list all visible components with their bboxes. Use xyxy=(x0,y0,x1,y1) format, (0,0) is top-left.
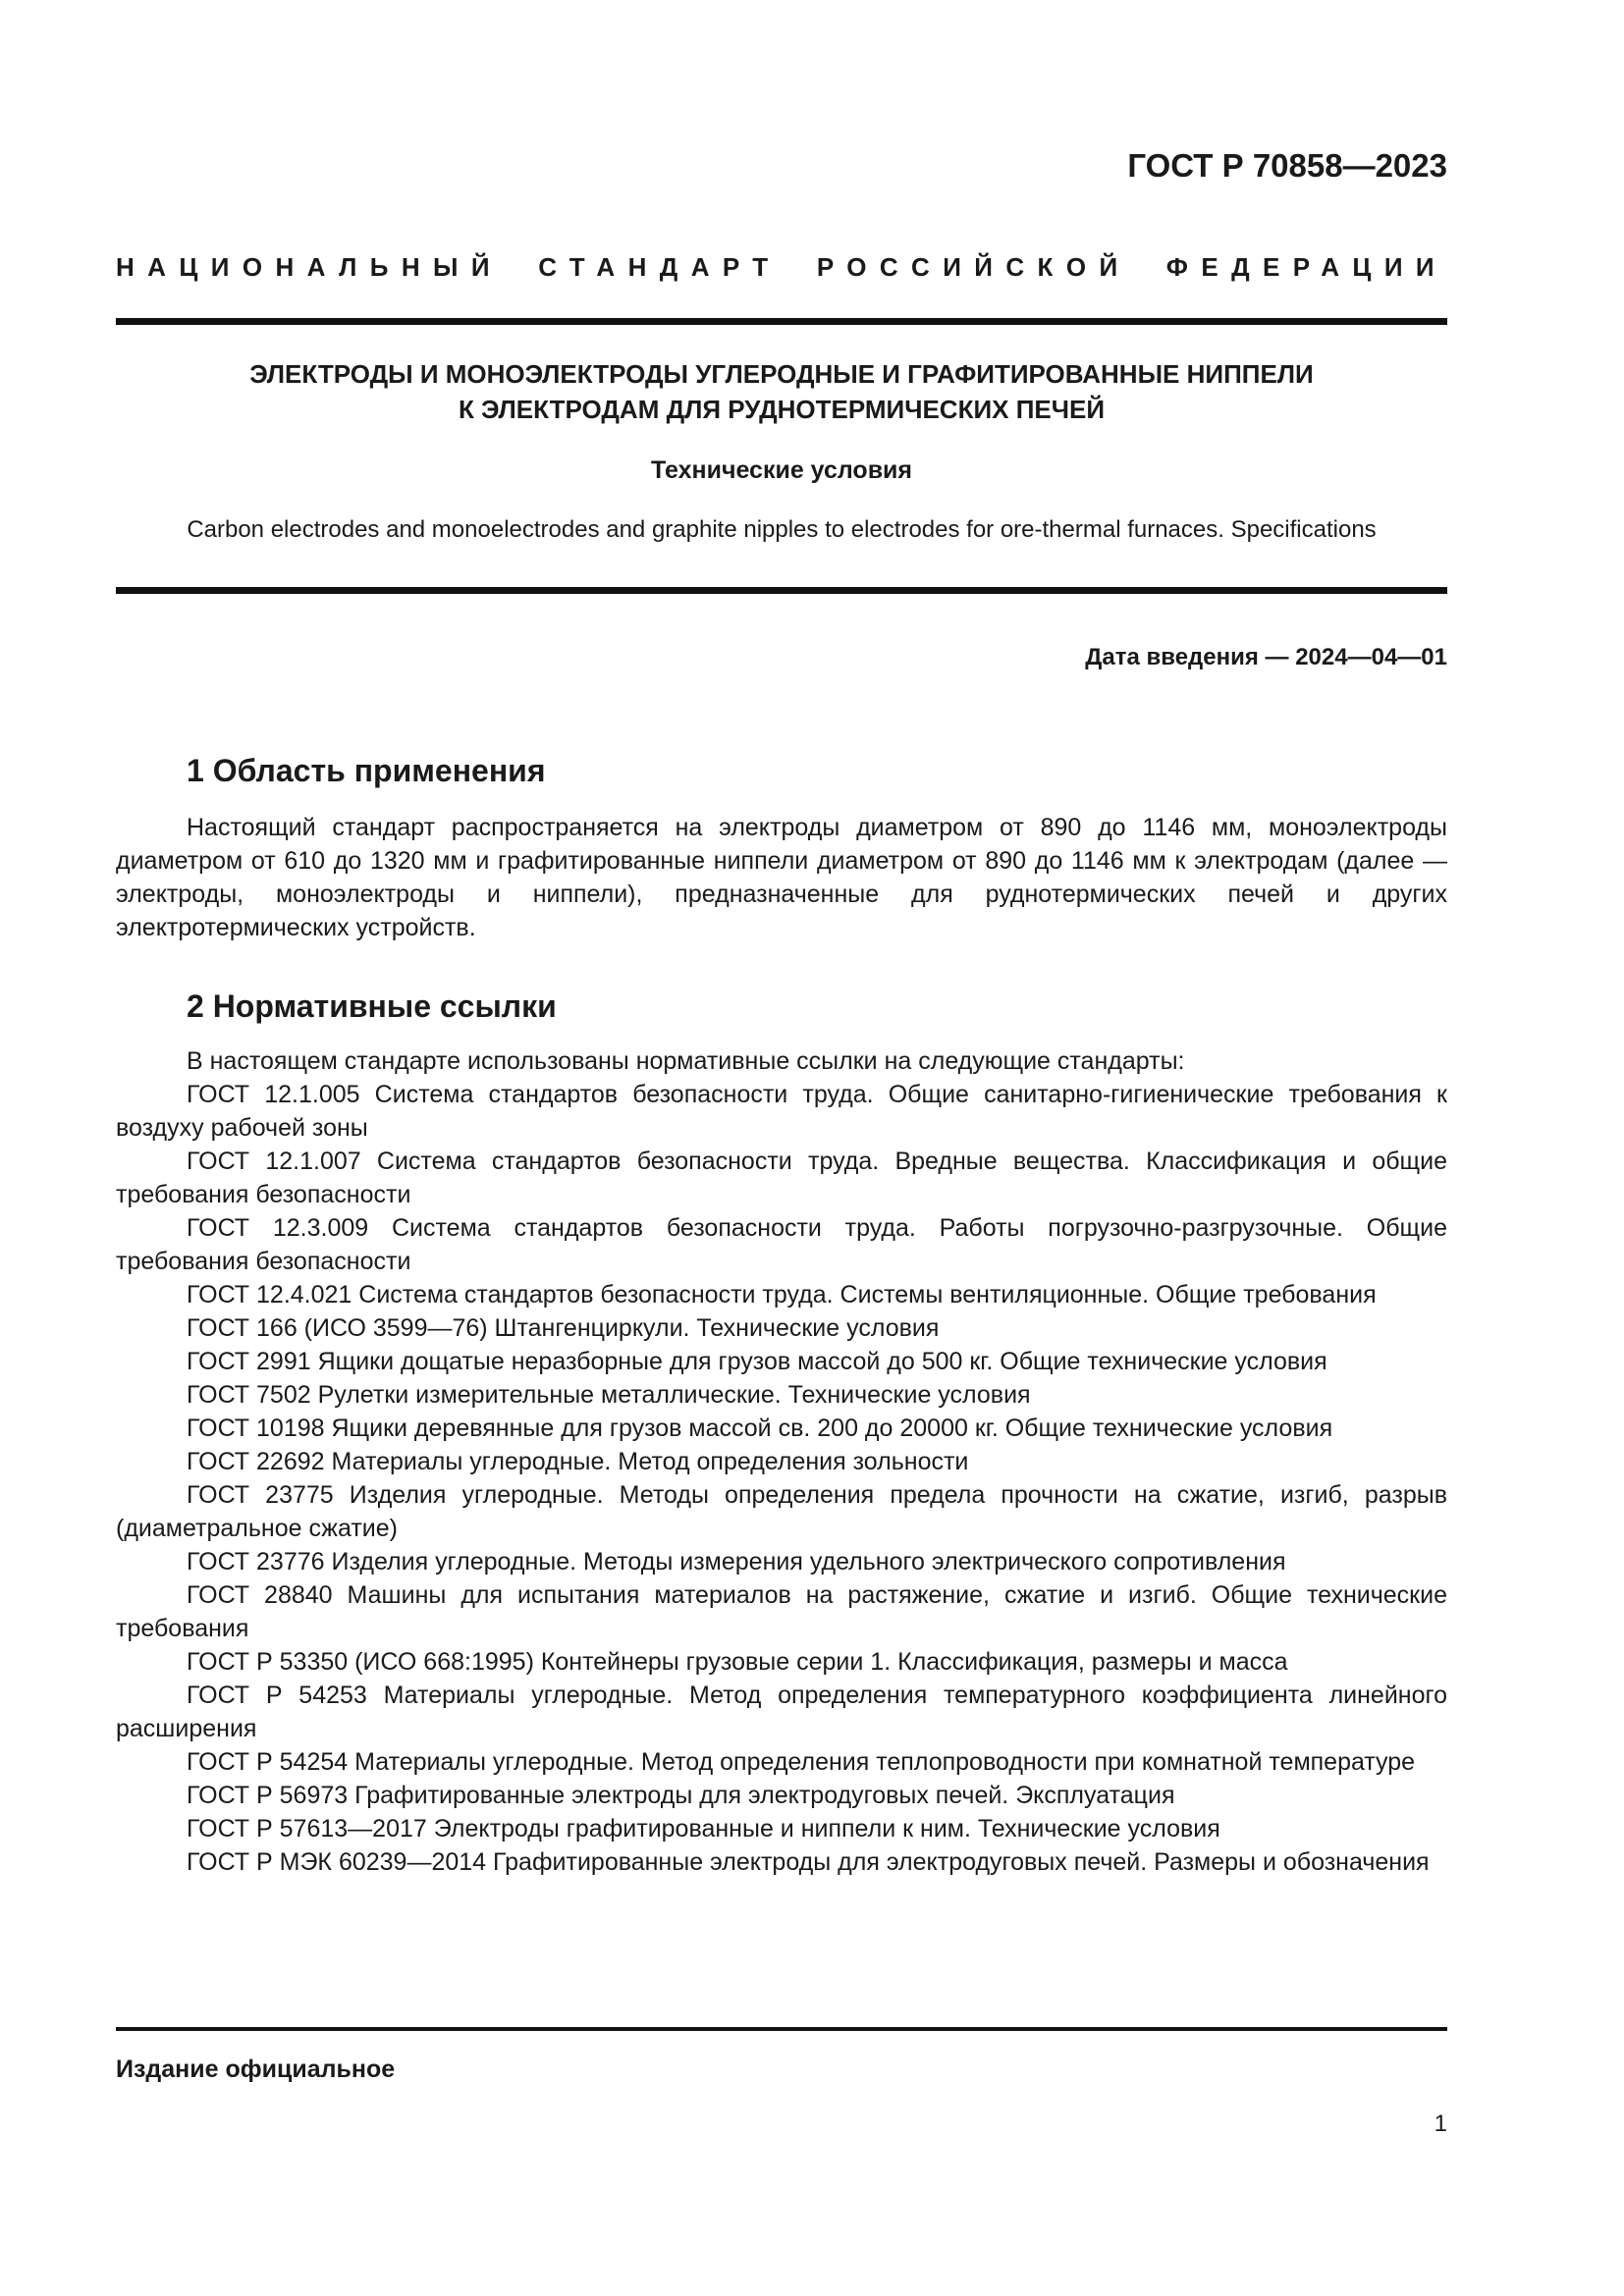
title-line-2: К ЭЛЕКТРОДАМ ДЛЯ РУДНОТЕРМИЧЕСКИХ ПЕЧЕЙ xyxy=(458,395,1106,424)
paragraph: В настоящем стандарте использованы нормативные ссылки на следующие стандарты: xyxy=(187,1047,1185,1075)
section-scope-body xyxy=(116,811,1447,944)
section-references-body xyxy=(116,1044,1447,1879)
reference-item: ГОСТ 12.3.009 Система стандартов безопасности труда. Работы погрузочно-разгрузочные. Общие требования безопасности xyxy=(116,1214,1447,1275)
reference-item: ГОСТ 28840 Машины для испытания материалов на растяжение, сжатие и изгиб. Общие технические требования xyxy=(116,1581,1447,1642)
title-line-1: ЭЛЕКТРОДЫ И МОНОЭЛЕКТРОДЫ УГЛЕРОДНЫЕ И ГРАФИТИРОВАННЫЕ НИППЕЛИ xyxy=(249,359,1314,389)
reference-item: ГОСТ 166 (ИСО 3599—76) Штангенциркули. Технические условия xyxy=(187,1314,940,1342)
english-title: Carbon electrodes and monoelectrodes and graphite nipples to electrodes for ore-thermal furnaces. Specifications xyxy=(187,516,1377,543)
top-divider xyxy=(116,318,1447,325)
reference-item: ГОСТ Р 56973 Графитированные электроды для электродуговых печей. Эксплуатация xyxy=(187,1782,1175,1809)
reference-item: ГОСТ 12.4.021 Система стандартов безопасности труда. Системы вентиляционные. Общие требования xyxy=(187,1281,1377,1308)
reference-item: ГОСТ 12.1.007 Система стандартов безопасности труда. Вредные вещества. Классификация и общие требования безопасности xyxy=(116,1148,1447,1208)
reference-item: ГОСТ 23776 Изделия углеродные. Методы измерения удельного электрического сопротивления xyxy=(187,1548,1286,1575)
reference-item: ГОСТ 12.1.005 Система стандартов безопасности труда. Общие санитарно-гигиенические требования к воздуху рабочей зоны xyxy=(116,1081,1447,1142)
reference-item: ГОСТ 22692 Материалы углеродные. Метод определения зольности xyxy=(187,1448,969,1475)
gost-number: ГОСТ Р 70858—2023 xyxy=(1127,147,1447,184)
national-standard-header: НАЦИОНАЛЬНЫЙ СТАНДАРТ РОССИЙСКОЙ ФЕДЕРАЦИИ xyxy=(116,252,1447,282)
title-divider xyxy=(116,587,1447,594)
document-title xyxy=(116,356,1447,427)
reference-item: ГОСТ 23775 Изделия углеродные. Методы определения предела прочности на сжатие, изгиб, разрыв (диаметральное сжатие) xyxy=(116,1481,1447,1542)
reference-item: ГОСТ 7502 Рулетки измерительные металлические. Технические условия xyxy=(187,1381,1031,1409)
document-subtitle: Технические условия xyxy=(650,456,913,484)
section-heading-references: 2 Нормативные ссылки xyxy=(187,988,557,1024)
reference-item: ГОСТ Р МЭК 60239—2014 Графитированные электроды для электродуговых печей. Размеры и обозначения xyxy=(187,1848,1430,1876)
reference-item: ГОСТ Р 53350 (ИСО 668:1995) Контейнеры грузовые серии 1. Классификация, размеры и масса xyxy=(187,1648,1288,1676)
reference-item: ГОСТ 10198 Ящики деревянные для грузов массой св. 200 до 20000 кг. Общие технические условия xyxy=(187,1415,1333,1442)
reference-item: ГОСТ Р 54253 Материалы углеродные. Метод определения температурного коэффициента линейного расширения xyxy=(116,1682,1447,1742)
footer-divider xyxy=(116,2027,1447,2031)
reference-item: ГОСТ 2991 Ящики дощатые неразборные для грузов массой до 500 кг. Общие технические условия xyxy=(187,1348,1327,1375)
reference-item: ГОСТ Р 57613—2017 Электроды графитированные и ниппели к ним. Технические условия xyxy=(187,1815,1220,1842)
paragraph: Настоящий стандарт распространяется на электроды диаметром от 890 до 1146 мм, моноэлектроды диаметром от 610 до 1320 мм и графитированные ниппели диаметром от 890 до 1146 мм к электродам (далее — электроды, моноэлектроды и ниппели), предназначенные для руднотермических печей и других электротермических устройств. xyxy=(116,814,1447,941)
edition-label: Издание официальное xyxy=(116,2056,396,2083)
reference-item: ГОСТ Р 54254 Материалы углеродные. Метод определения теплопроводности при комнатной температуре xyxy=(187,1748,1416,1776)
introduction-date: Дата введения — 2024—04—01 xyxy=(1085,644,1447,670)
section-heading-scope: 1 Область применения xyxy=(187,753,546,788)
page-number: 1 xyxy=(1434,2110,1447,2137)
